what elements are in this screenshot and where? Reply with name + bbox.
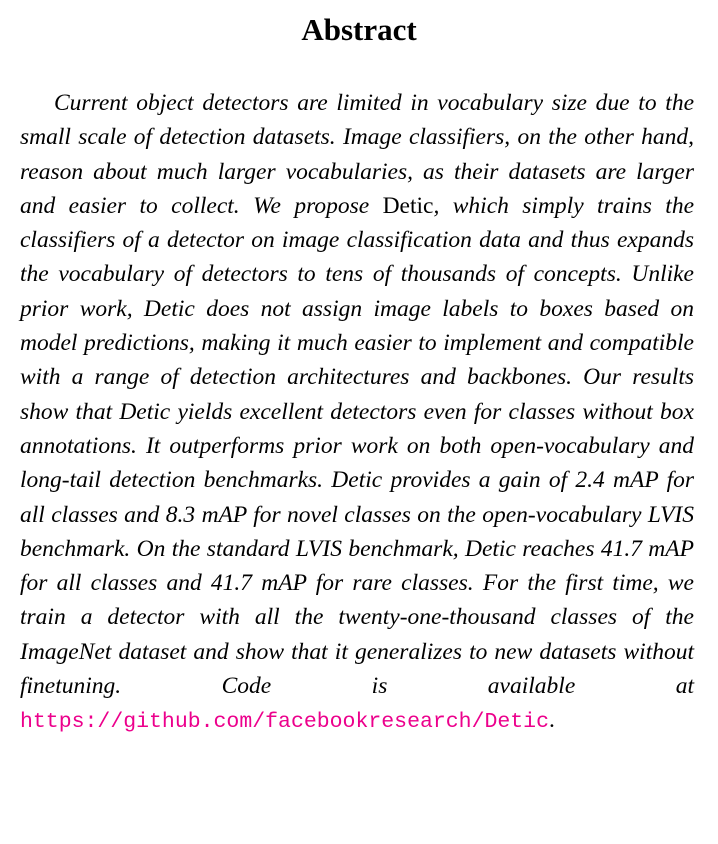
abstract-paragraph — [20, 86, 694, 740]
abstract-end-period: . — [549, 707, 555, 734]
abstract-heading: Abstract — [301, 12, 417, 47]
abstract-text-part1: Current object detectors are limited in vocabulary size due to the small scale of detection datasets. Image classifiers, on the other hand, reason about much larger vocabularies, as their datasets are larger and easier to collect. We propose — [20, 90, 694, 219]
code-url-link[interactable]: https://github.com/facebookresearch/Detic — [20, 710, 549, 735]
method-name: Detic — [382, 192, 434, 219]
abstract-text-part2: , which simply trains the classifiers of a detector on image classification data and thus expands the vocabulary of detectors to tens of thousands of concepts. Unlike prior work, Detic does not assign image labels to boxes based on model predictions, making it much easier to implement and compatible with a range of detection architectures and backbones. Our results show that Detic yields excellent detectors even for classes without box annotations. It outperforms prior work on both open-vocabulary and long-tail detection benchmarks. Detic provides a gain of 2.4 mAP for all classes and 8.3 mAP for novel classes on the open-vocabulary LVIS benchmark. On the standard LVIS benchmark, Detic reaches 41.7 mAP for all classes and 41.7 mAP for rare classes. For the first time, we train a detector with all the twenty-one-thousand classes of the ImageNet dataset and show that it generalizes to new datasets without finetuning. Code is available at — [20, 192, 694, 700]
